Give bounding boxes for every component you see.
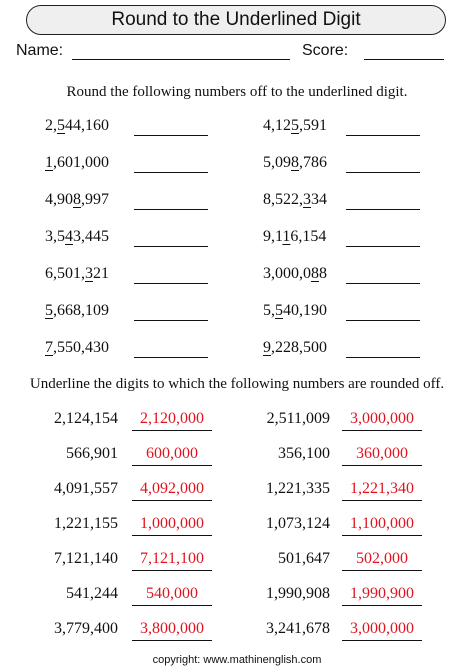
number-part: 6,501, [45,265,85,282]
problem-number [45,154,109,172]
underlined-digit: 5 [45,302,53,319]
number-part: 5, [263,302,275,319]
answer-blank[interactable] [134,246,208,247]
answer-blank[interactable] [134,283,208,284]
answer-blank[interactable] [346,209,420,210]
number-part: ,591 [299,117,327,134]
number-part: 9,1 [263,228,283,245]
problem-number: 1,221,335 [266,480,330,497]
underlined-digit: 8 [311,265,319,282]
underlined-digit: 9 [263,339,271,356]
problem-number [45,228,109,246]
number-part: 6,154 [290,228,327,245]
answer-blank[interactable] [134,135,208,136]
number-part: ,668,109 [53,302,109,319]
number-part: ,997 [81,191,109,208]
number-part: 4,90 [45,191,73,208]
underlined-digit: 8 [291,154,299,171]
rounded-answer: 3,000,000 [342,410,422,431]
rounded-answer: 1,000,000 [132,515,212,536]
problem-number: 2,124,154 [54,410,118,427]
problem-number [263,154,327,172]
number-part: 44,160 [65,117,109,134]
rounded-answer: 600,000 [132,445,212,466]
answer-blank[interactable] [346,135,420,136]
problem-number: 7,121,140 [54,550,118,567]
answer-blank[interactable] [346,357,420,358]
number-part: 34 [311,191,327,208]
problem-number [45,265,109,283]
number-part: 40,190 [283,302,327,319]
underlined-digit: 1 [45,154,53,171]
answer-blank[interactable] [134,209,208,210]
score-field[interactable] [364,40,444,60]
rounded-answer: 502,000 [342,550,422,571]
answer-blank[interactable] [134,320,208,321]
problem-number [45,339,109,357]
problem-number [263,191,327,209]
number-part: ,601,000 [53,154,109,171]
underlined-digit: 8 [73,191,81,208]
problem-number: 1,221,155 [54,515,118,532]
problem-number: 1,073,124 [266,515,330,532]
number-part: 3,5 [45,228,65,245]
answer-blank[interactable] [134,172,208,173]
problem-number [263,117,327,135]
number-part: 21 [93,265,109,282]
underlined-digit: 7 [45,339,53,356]
score-label: Score: [302,42,349,59]
rounded-answer: 1,221,340 [342,480,422,501]
problem-number [263,228,326,246]
answer-blank[interactable] [346,283,420,284]
underlined-digit: 3 [85,265,93,282]
name-field[interactable] [72,40,290,60]
name-label: Name: [16,42,64,59]
problem-number: 1,990,908 [266,585,330,602]
rounded-answer: 2,120,000 [132,410,212,431]
problem-number [263,265,327,283]
title-text: Round to the Underlined Digit [111,9,361,30]
rounded-answer: 1,990,900 [342,585,422,606]
problem-number: 3,779,400 [54,620,118,637]
rounded-answer: 3,000,000 [342,620,422,641]
problem-number: 566,901 [66,445,118,462]
number-part: ,786 [299,154,327,171]
underlined-digit: 3 [303,191,311,208]
rounded-answer: 540,000 [132,585,212,606]
answer-blank[interactable] [134,357,208,358]
answer-blank[interactable] [346,172,420,173]
problem-number: 356,100 [278,445,330,462]
problem-number [263,302,327,320]
section2-instruction: Underline the digits to which the following numbers are rounded off. [29,376,445,392]
underlined-digit: 5 [57,117,65,134]
problem-number [45,191,109,209]
underlined-digit: 5 [291,117,299,134]
copyright-footer: copyright: www.mathinenglish.com [152,654,322,666]
section1-instruction: Round the following numbers off to the underlined digit. [66,84,408,100]
answer-blank[interactable] [346,246,420,247]
problem-number [263,339,327,357]
worksheet-title [26,5,446,35]
problem-number: 4,091,557 [54,480,118,497]
problem-number [45,117,109,135]
rounded-answer: 3,800,000 [132,620,212,641]
number-part: 2, [45,117,57,134]
number-part: ,550,430 [53,339,109,356]
number-part: ,228,500 [271,339,327,356]
underlined-digit: 5 [275,302,283,319]
rounded-answer: 4,092,000 [132,480,212,501]
number-part: 3,000,0 [263,265,311,282]
rounded-answer: 7,121,100 [132,550,212,571]
rounded-answer: 1,100,000 [342,515,422,536]
answer-blank[interactable] [346,320,420,321]
number-part: 8,522, [263,191,303,208]
number-part: 5,09 [263,154,291,171]
number-part: 3,445 [73,228,109,245]
problem-number [45,302,109,320]
underlined-digit: 4 [65,228,73,245]
rounded-answer: 360,000 [342,445,422,466]
number-part: 4,12 [263,117,291,134]
problem-number: 2,511,009 [266,410,330,427]
number-part: 8 [319,265,327,282]
underlined-digit: 1 [282,228,291,245]
problem-number: 501,647 [278,550,330,567]
problem-number: 3,241,678 [266,620,330,637]
problem-number: 541,244 [66,585,118,602]
